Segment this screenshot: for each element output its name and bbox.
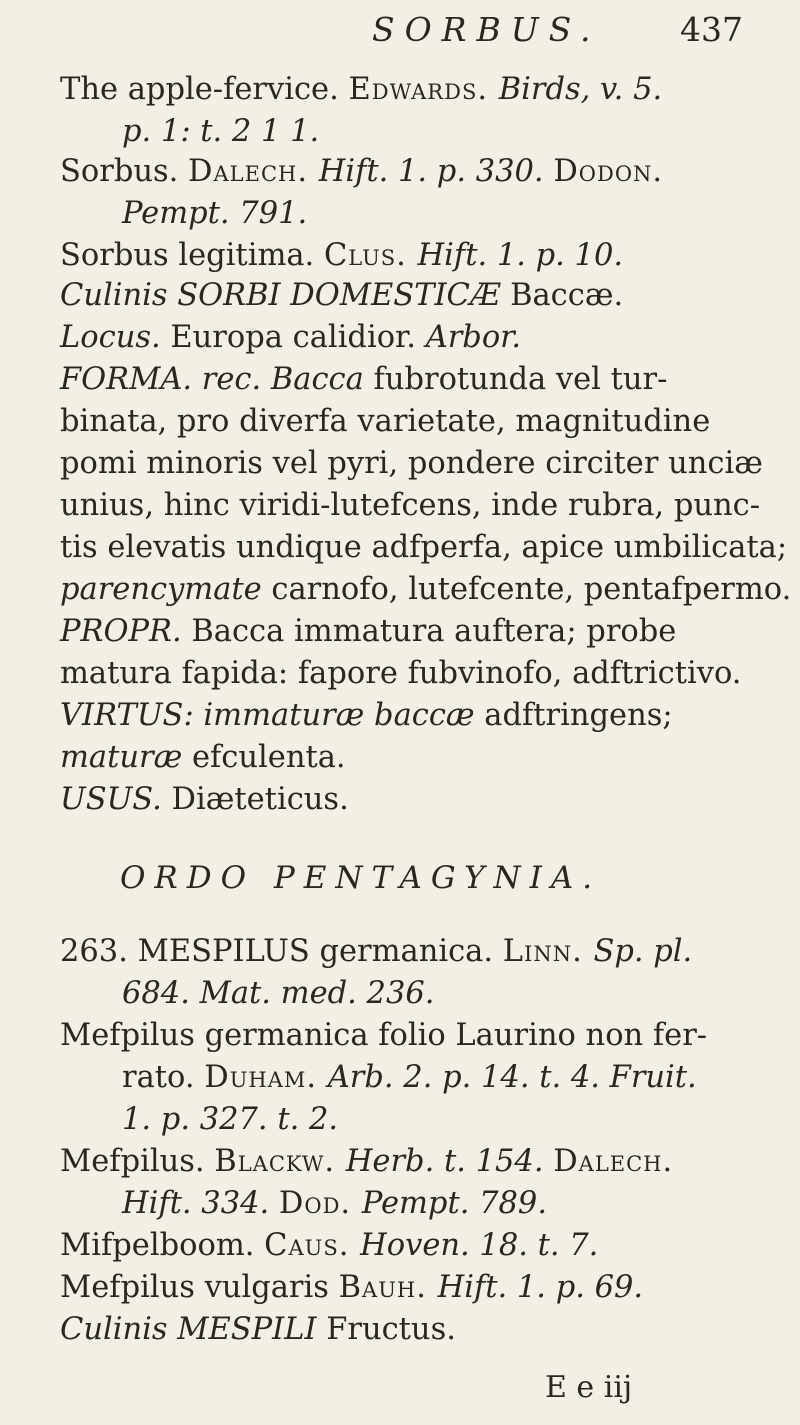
sorbus-line-3: Sorbus. Dalech. Hift. 1. p. 330. Dodon.	[60, 154, 664, 189]
sorbus-line-10: pomi minoris vel pyri, pondere circiter unciæ	[60, 446, 763, 481]
mespilus-line-9: Mefpilus vulgaris Bauh. Hift. 1. p. 69.	[60, 1270, 644, 1305]
mespilus-line-5: 1. p. 327. t. 2.	[122, 1102, 339, 1137]
sorbus-line-17: maturæ efculenta.	[60, 740, 346, 775]
page-header	[0, 2, 800, 62]
mespilus-line-4: rato. Duham. Arb. 2. p. 14. t. 4. Fruit.	[122, 1060, 697, 1095]
sorbus-line-1: The apple-fervice. Edwards. Birds, v. 5.	[60, 72, 663, 107]
sorbus-line-9: binata, pro diverfa varietate, magnitudine	[60, 404, 711, 439]
sorbus-line-4: Pempt. 791.	[122, 196, 308, 231]
sorbus-line-14: PROPR. Bacca immatura auftera; probe	[60, 614, 677, 649]
sorbus-line-18: USUS. Diæteticus.	[60, 782, 349, 817]
mespilus-line-2: 684. Mat. med. 236.	[122, 976, 435, 1011]
sorbus-line-5: Sorbus legitima. Clus. Hift. 1. p. 10.	[60, 238, 624, 273]
sorbus-line-8: FORMA. rec. Bacca fubrotunda vel tur-	[60, 362, 668, 397]
page-number: 437	[680, 10, 743, 49]
sorbus-line-11: unius, hinc viridi-lutefcens, inde rubra, punc-	[60, 488, 761, 523]
sorbus-line-16: VIRTUS: immaturæ baccæ adftringens;	[60, 698, 673, 733]
mespilus-line-3: Mefpilus germanica folio Laurino non fer-	[60, 1018, 708, 1053]
signature-mark: E e iij	[545, 1370, 633, 1405]
sorbus-line-13: parencymate carnofo, lutefcente, pentafpermo.	[60, 572, 792, 607]
order-heading: ORDO PENTAGYNIA.	[120, 860, 602, 896]
mespilus-line-10: Culinis MESPILI Fructus.	[60, 1312, 456, 1347]
mespilus-line-7: Hift. 334. Dod. Pempt. 789.	[122, 1186, 548, 1221]
sorbus-line-15: matura fapida: fapore fubvinofo, adftrictivo.	[60, 656, 742, 691]
sorbus-line-2: p. 1: t. 2 1 1.	[122, 114, 320, 149]
sorbus-line-12: tis elevatis undique adfperfa, apice umbilicata;	[60, 530, 788, 565]
mespilus-line-1: 263. MESPILUS germanica. Linn. Sp. pl.	[60, 934, 693, 969]
sorbus-line-6: Culinis SORBI DOMESTICÆ Baccæ.	[60, 278, 624, 313]
running-title: SORBUS.	[372, 10, 601, 49]
mespilus-line-6: Mefpilus. Blackw. Herb. t. 154. Dalech.	[60, 1144, 674, 1179]
mespilus-line-8: Mifpelboom. Caus. Hoven. 18. t. 7.	[60, 1228, 599, 1263]
sorbus-line-7: Locus. Europa calidior. Arbor.	[60, 320, 522, 355]
